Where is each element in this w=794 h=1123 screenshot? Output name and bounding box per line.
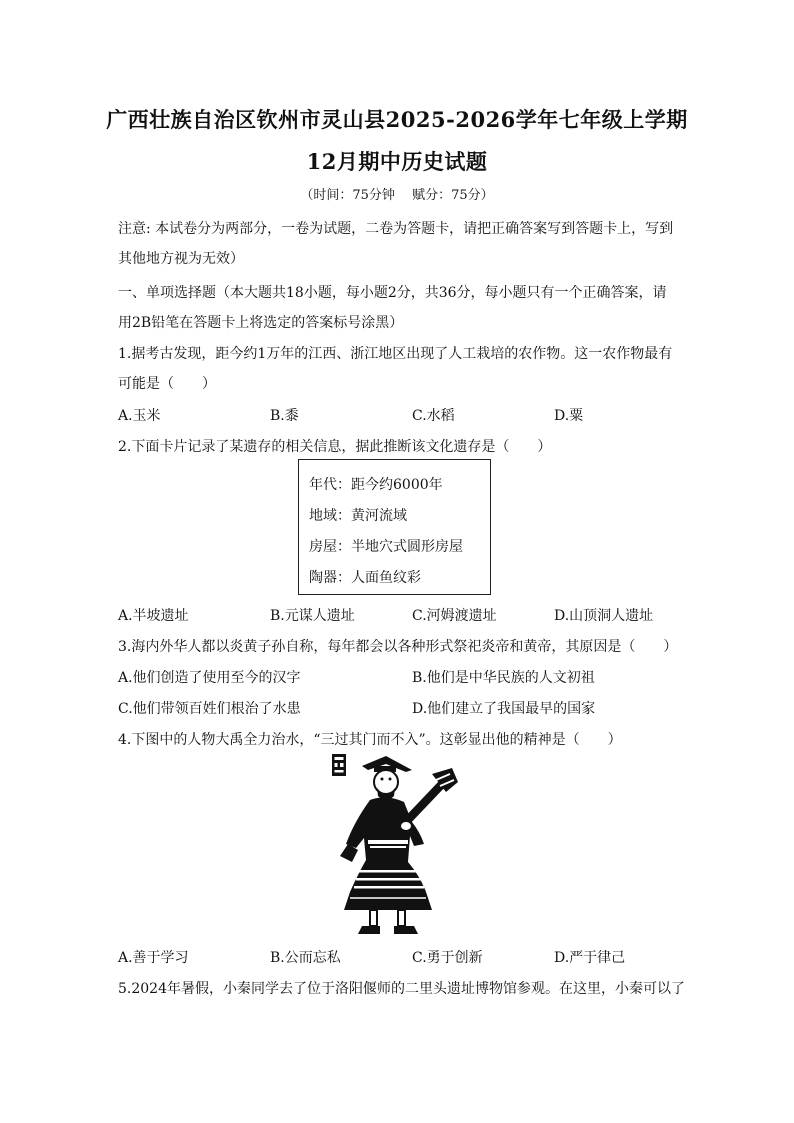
q4-option-d: D.严于律己	[554, 950, 626, 966]
q3-stem: 3.海内外华人都以炎黄子孙自称，每年都会以各种形式祭祀炎帝和黄帝，其原因是（ ）	[118, 639, 678, 655]
card-row-region: 地域：黄河流域	[309, 508, 407, 524]
q4-option-b: B.公而忘私	[270, 950, 341, 966]
q2-stem: 2.下面卡片记录了某遗存的相关信息，据此推断该文化遗存是（ ）	[118, 439, 552, 455]
notice-line1: 注意: 本试卷分为两部分，一卷为试题，二卷为答题卡，请把正确答案写到答题卡上，写到	[118, 221, 674, 237]
q3-option-d: D.他们建立了我国最早的国家	[412, 701, 596, 717]
q3-option-b: B.他们是中华民族的人文初祖	[412, 670, 595, 686]
q4-option-a: A.善于学习	[118, 950, 189, 966]
exam-title-line2: 12月期中历史试题	[306, 149, 488, 174]
q3-option-c: C.他们带领百姓们根治了水患	[118, 701, 301, 717]
card-row-era: 年代：距今约6000年	[309, 477, 443, 493]
q4-option-c: C.勇于创新	[412, 950, 483, 966]
notice-line2: 其他地方视为无效）	[118, 251, 244, 267]
q1-stem-line2: 可能是（ ）	[118, 376, 216, 392]
q1-stem-line1: 1.据考古发现，距今约1万年的江西、浙江地区出现了人工栽培的农作物。这一农作物最有	[118, 346, 673, 362]
exam-info: （时间：75分钟 赋分：75分）	[300, 188, 494, 203]
section1-line1: 一、单项选择题（本大题共18小题，每小题2分，共36分，每小题只有一个正确答案，请	[118, 285, 667, 301]
q2-option-d: D.山顶洞人遗址	[554, 608, 654, 624]
q5-stem: 5.2024年暑假，小秦同学去了位于洛阳偃师的二里头遗址博物馆参观。在这里，小秦可以了	[118, 981, 685, 997]
q2-option-b: B.元谋人遗址	[270, 608, 355, 624]
card-row-pottery: 陶器：人面鱼纹彩	[309, 570, 421, 586]
q1-option-a: A.玉米	[118, 408, 161, 424]
exam-title-line1: 广西壮族自治区钦州市灵山县2025-2026学年七年级上学期	[106, 107, 688, 132]
q4-stem: 4.下图中的人物大禹全力治水，“三过其门而不入”。这彰显出他的精神是（ ）	[118, 732, 622, 748]
q1-option-c: C.水稻	[412, 408, 455, 424]
section1-line2: 用2B铅笔在答题卡上将选定的答案标号涂黑）	[118, 315, 404, 331]
relic-info-card	[298, 459, 491, 595]
q2-option-a: A.半坡遗址	[118, 608, 189, 624]
q1-option-d: D.粟	[554, 408, 584, 424]
q2-option-c: C.河姆渡遗址	[412, 608, 497, 624]
q3-option-a: A.他们创造了使用至今的汉字	[118, 670, 301, 686]
yu-the-great-figure-icon	[328, 752, 468, 940]
q1-option-b: B.黍	[270, 408, 299, 424]
card-row-housing: 房屋：半地穴式圆形房屋	[309, 539, 463, 555]
